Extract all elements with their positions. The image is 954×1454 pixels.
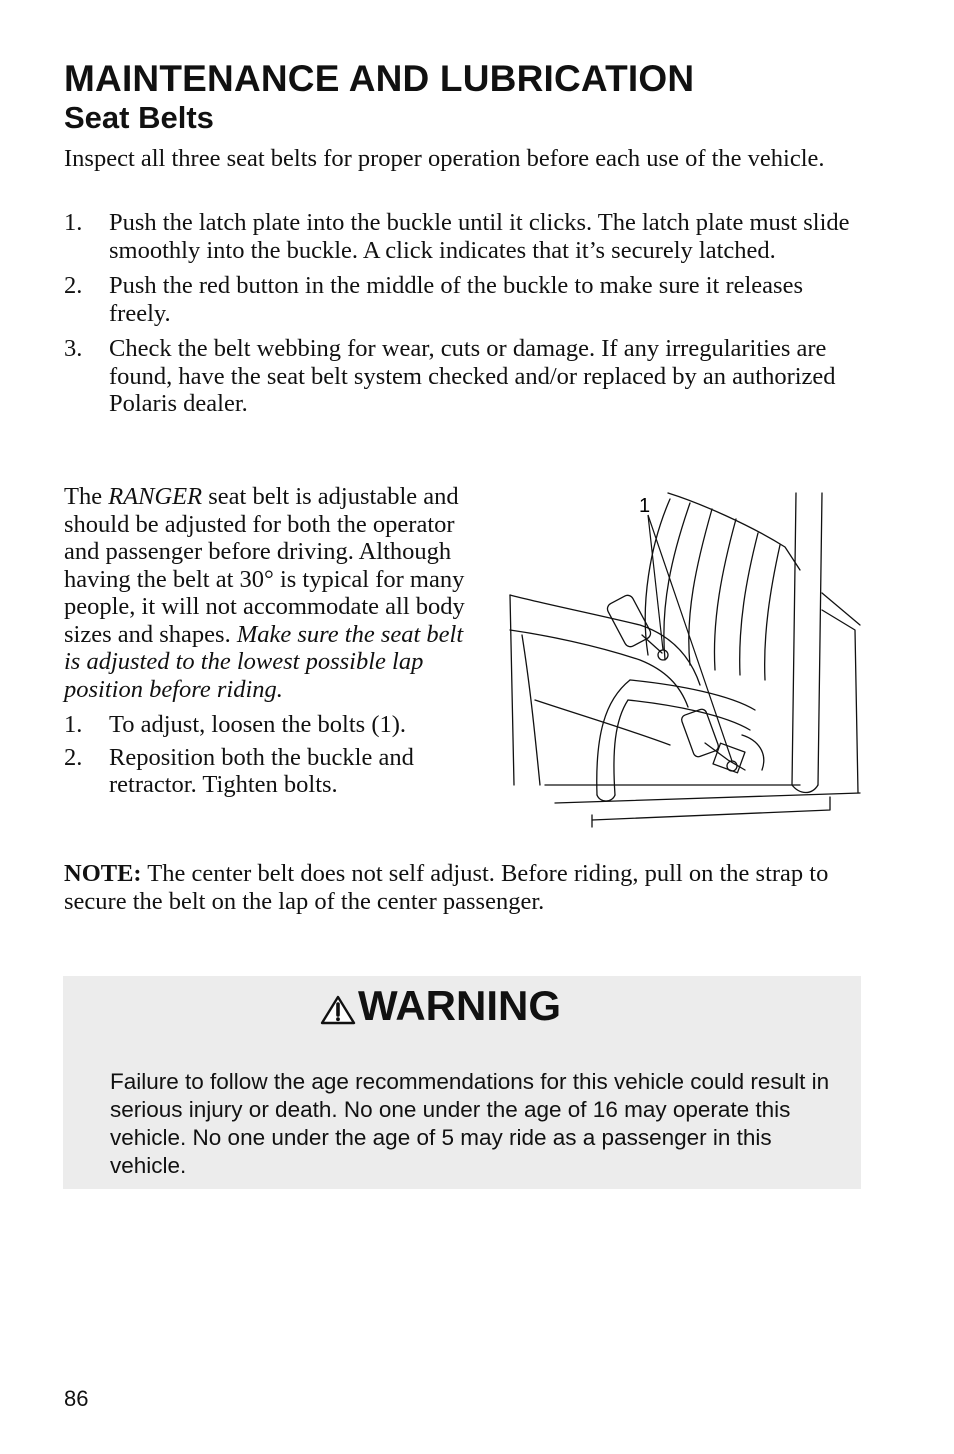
note-text: The center belt does not self adjust. Before riding, pull on the strap to secure the belt on the lap of the center passenger. bbox=[64, 860, 829, 915]
ranger-model-name: RANGER bbox=[108, 483, 203, 510]
page-number: 86 bbox=[64, 1386, 89, 1411]
adjustment-emphasis: Make sure the seat belt is adjusted to the lowest possible lap position before riding. bbox=[64, 620, 464, 703]
step-text: Push the latch plate into the buckle until it clicks. The latch plate must slide smoothly into the buckle. A click indicates that it’s securely latched. bbox=[109, 209, 850, 264]
adjustment-section bbox=[64, 483, 479, 804]
warning-heading bbox=[320, 982, 561, 1030]
list-item bbox=[64, 272, 864, 327]
list-item bbox=[64, 744, 479, 799]
warning-text: Failure to follow the age recommendations for this vehicle could result in serious injury or death. No one under the age of 16 may operate this vehicle. No one under the age of 5 may ride as a passenger in this vehicle. bbox=[110, 1068, 830, 1178]
note-paragraph bbox=[64, 860, 874, 915]
step-text: Push the red button in the middle of the buckle to make sure it releases freely. bbox=[109, 272, 803, 327]
adjustment-paragraph: The RANGER seat belt is adjustable and should be adjusted for both the operator and passenger before driving. Although having the belt at 30° is typical for many people, it will not accommodate all body sizes and shapes. Make sure the seat belt is adjusted to the lowest possible lap position before riding. bbox=[64, 483, 465, 703]
inspection-steps bbox=[64, 209, 864, 426]
step-text: Reposition both the buckle and retractor. Tighten bolts. bbox=[109, 743, 414, 798]
list-item bbox=[64, 711, 479, 739]
step-number: 2. bbox=[64, 743, 83, 771]
intro-paragraph: Inspect all three seat belts for proper operation before each use of the vehicle. bbox=[64, 145, 825, 172]
step-text: Check the belt webbing for wear, cuts or damage. If any irregularities are found, have the seat belt system checked and/or replaced by an authorized Polaris dealer. bbox=[109, 335, 836, 417]
subsection-title: Seat Belts bbox=[64, 100, 214, 135]
step-text: To adjust, loosen the bolts (1). bbox=[109, 711, 407, 738]
adjustment-steps bbox=[64, 711, 479, 799]
warning-triangle-icon bbox=[320, 995, 356, 1025]
list-item bbox=[64, 335, 864, 418]
step-number: 1. bbox=[64, 711, 83, 738]
callout-label: 1 bbox=[639, 495, 651, 517]
note-label: NOTE: bbox=[64, 860, 142, 887]
seat-belt-illustration bbox=[500, 485, 865, 830]
section-title: MAINTENANCE AND LUBRICATION bbox=[64, 58, 695, 99]
step-number: 1. bbox=[64, 209, 83, 236]
warning-title: WARNING bbox=[358, 982, 561, 1029]
list-item bbox=[64, 209, 864, 264]
step-number: 3. bbox=[64, 335, 83, 362]
step-number: 2. bbox=[64, 272, 83, 299]
